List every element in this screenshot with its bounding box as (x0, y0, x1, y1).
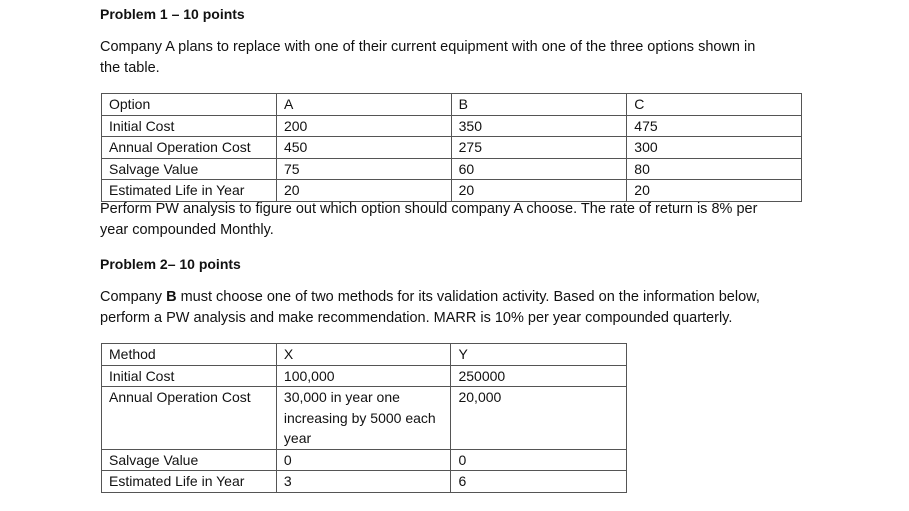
problem1-question-line1: Perform PW analysis to figure out which option should company A choose. The rate of return is 8% per (100, 201, 758, 217)
problem1-question (100, 199, 820, 241)
table-cell: 80 (627, 158, 802, 180)
table-cell: 0 (451, 449, 627, 471)
table-row (102, 137, 802, 159)
table-row (102, 471, 627, 493)
table-cell: Initial Cost (102, 115, 277, 137)
table-cell: Salvage Value (102, 449, 277, 471)
table-cell: 75 (276, 158, 451, 180)
table-cell: 300 (627, 137, 802, 159)
table-cell: 475 (627, 115, 802, 137)
table-cell: A (276, 94, 451, 116)
company-b-label: B (166, 289, 177, 305)
problem1-intro-line1: Company A plans to replace with one of their current equipment with one of the three options shown in (100, 39, 756, 55)
table-row (102, 365, 627, 387)
table-cell: Estimated Life in Year (102, 471, 277, 493)
table-cell: 250000 (451, 365, 627, 387)
table-row (102, 158, 802, 180)
table-cell: 20 (276, 180, 451, 202)
table-cell: 20 (451, 180, 627, 202)
problem1-intro (100, 37, 820, 79)
problem1-intro-line2: the table. (100, 60, 160, 76)
table-row (102, 180, 802, 202)
problem2-intro-pre: Company (100, 289, 167, 305)
table-cell: 0 (276, 449, 451, 471)
table-cell: 6 (451, 471, 627, 493)
problem1-title: Problem 1 – 10 points (100, 6, 245, 22)
table-cell: 275 (451, 137, 627, 159)
problem1-question-line2: year compounded Monthly. (100, 222, 274, 238)
table-cell: 200 (276, 115, 451, 137)
table-cell: Y (451, 344, 627, 366)
table-cell: Annual Operation Cost (102, 137, 277, 159)
table-row (102, 449, 627, 471)
table-cell: Salvage Value (102, 158, 277, 180)
table-cell: 30,000 in year one increasing by 5000 each year (276, 387, 451, 450)
table-header-row (102, 94, 802, 116)
problem2-table (101, 343, 627, 493)
table-cell: Method (102, 344, 277, 366)
table-cell: Option (102, 94, 277, 116)
table-cell: 20,000 (451, 387, 627, 450)
problem2-intro-line1 (100, 287, 820, 308)
problem2-intro (100, 287, 820, 329)
table-cell: 20 (627, 180, 802, 202)
table-cell: Estimated Life in Year (102, 180, 277, 202)
problem2-intro-post: must choose one of two methods for its validation activity. Based on the information below, (176, 289, 760, 305)
problem2-intro-line2: perform a PW analysis and make recommendation. MARR is 10% per year compounded quarterly. (100, 310, 733, 326)
table-cell: 350 (451, 115, 627, 137)
table-cell: 450 (276, 137, 451, 159)
table-cell: C (627, 94, 802, 116)
table-cell: Initial Cost (102, 365, 277, 387)
table-cell: 60 (451, 158, 627, 180)
table-header-row (102, 344, 627, 366)
problem1-table (101, 93, 802, 202)
problem2-title: Problem 2– 10 points (100, 256, 241, 272)
table-cell: X (276, 344, 451, 366)
table-row (102, 115, 802, 137)
table-cell: 100,000 (276, 365, 451, 387)
table-cell: B (451, 94, 627, 116)
table-cell: 3 (276, 471, 451, 493)
table-row (102, 387, 627, 450)
table-cell: Annual Operation Cost (102, 387, 277, 450)
